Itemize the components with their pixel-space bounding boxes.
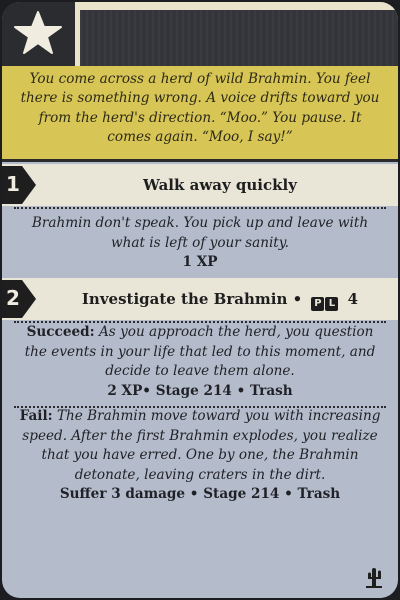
divider <box>14 207 386 209</box>
option-1-reward: 1 XP <box>182 254 218 271</box>
star-badge <box>2 2 80 66</box>
intro-text: You come across a herd of wild Brahmin. You feel there is something wrong. A voice drifts toward you from the herd's direction. “Moo.” You pause. It comes again. “Moo, I say!” <box>2 66 398 162</box>
option-2-number-tab <box>2 278 38 320</box>
option-1-result <box>14 214 386 273</box>
option-1-header[interactable] <box>2 164 398 206</box>
succeed-text: As you approach the herd, you question the events in your life that led to this moment, and decide to leave them alone. <box>24 324 376 380</box>
encounter-card <box>2 2 398 598</box>
option-1-number: 1 <box>6 172 20 196</box>
option-2-header[interactable] <box>2 278 398 320</box>
option-2-title-text: Investigate the Brahmin <box>81 290 288 308</box>
succeed-label: Succeed: <box>26 324 95 340</box>
skill-value: 4 <box>347 290 359 308</box>
fail-label: Fail: <box>19 408 53 424</box>
fail-text: The Brahmin move toward you with increasing speed. After the first Brahmin explodes, you realize that you have erred. One by one, the Brahmin detonate, leaving craters in the dirt. <box>22 408 381 483</box>
skill-letter: L <box>325 297 338 311</box>
succeed-block <box>14 323 386 401</box>
cactus-icon <box>364 566 382 588</box>
option-1-title: Walk away quickly <box>143 176 297 194</box>
star-icon <box>12 10 64 56</box>
card-header <box>2 2 398 66</box>
header-strip <box>76 2 398 10</box>
succeed-reward: 2 XP• Stage 214 • Trash <box>107 382 293 399</box>
fail-reward: Suffer 3 damage • Stage 214 • Trash <box>59 486 341 503</box>
option-1-result-text: Brahmin don't speak. You pick up and leave with what is left of your sanity. <box>31 215 369 251</box>
skill-letter: P <box>311 297 324 311</box>
separator: • <box>292 290 303 308</box>
fail-block <box>14 407 386 505</box>
option-2-number: 2 <box>6 286 20 310</box>
option-2-title <box>42 278 398 320</box>
skill-test-icon <box>311 297 338 311</box>
option-1-number-tab <box>2 164 38 206</box>
